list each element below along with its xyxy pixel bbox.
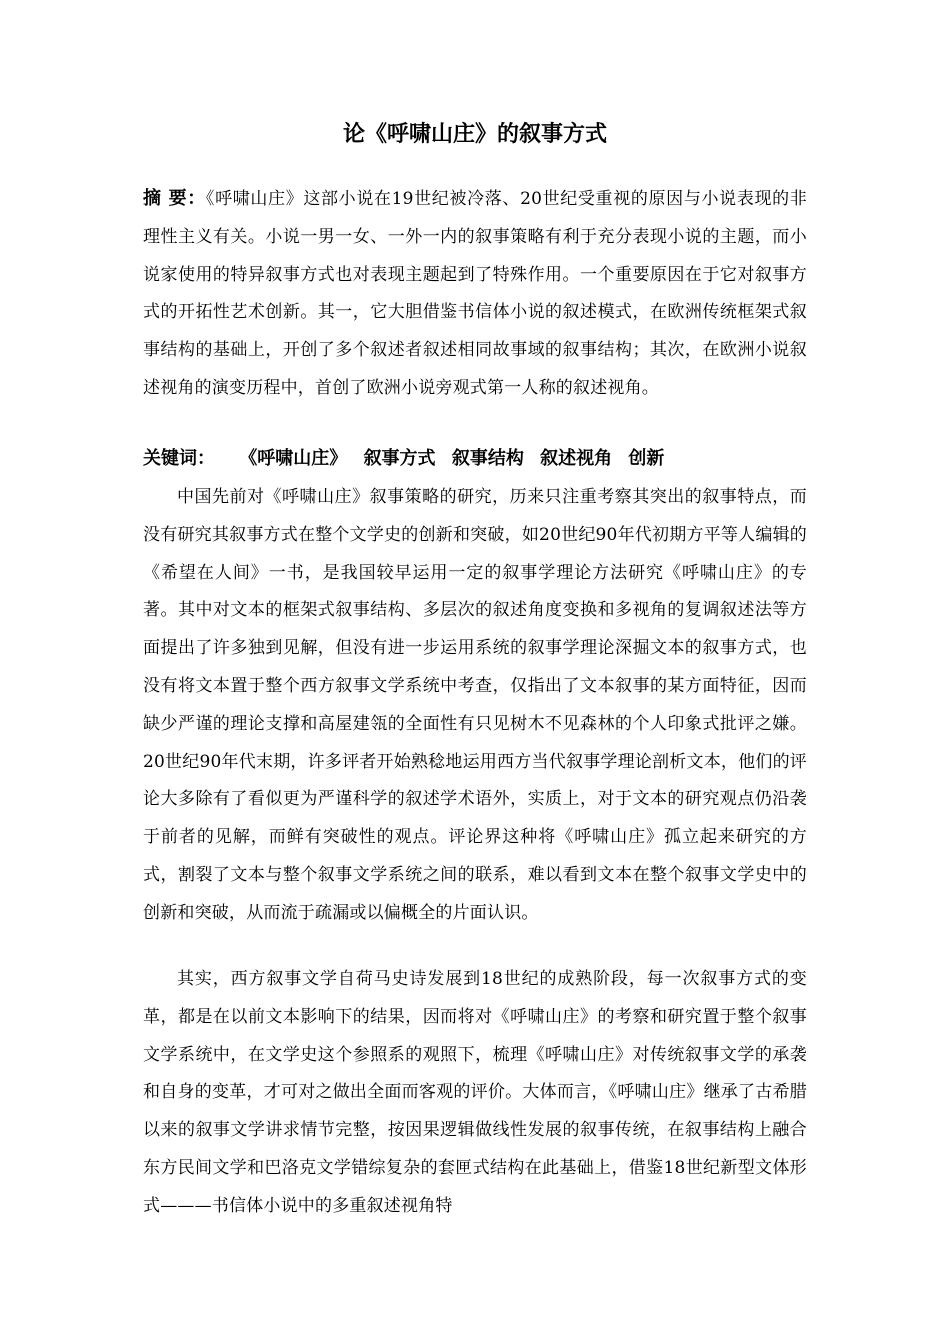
page-title: 论《呼啸山庄》的叙事方式 xyxy=(342,122,607,147)
abstract-label: 摘 要： xyxy=(143,188,206,209)
keyword-item: 《呼啸山庄》 xyxy=(239,448,348,469)
keyword-item: 叙事结构 xyxy=(451,448,524,469)
keyword-item: 叙述视角 xyxy=(540,448,613,469)
keywords xyxy=(143,440,843,478)
keywords-label: 关键词： xyxy=(143,448,215,469)
body-paragraph-1: 中国先前对《呼啸山庄》叙事策略的研究，历来只注重考察其突出的叙事特点，而没有研究其叙事方式在整个文学史的创新和突破，如20世纪90年代初期方平等人编辑的《希望在人间》一书，是我国较早运用一定的叙事学理论方法研究《呼啸山庄》的专著。其中对文本的框架式叙事结构、多层次的叙述角度变换和多视角的复调叙述法等方面提出了许多独到见解，但没有进一步运用系统的叙事学理论深掘文本的叙事方式，也没有将文本置于整个西方叙事文学系统中考查，仅指出了文本叙事的某方面特征，因而缺少严谨的理论支撑和高屋建瓴的全面性有只见树木不见森林的个人印象式批评之嫌。20世纪90年代末期，许多评者开始熟稔地运用西方当代叙事学理论剖析文本，他们的评论大多除有了看似更为严谨科学的叙述学术语外，实质上，对于文本的研究观点仍沿袭于前者的见解，而鲜有突破性的观点。评论界这种将《呼啸山庄》孤立起来研究的方式，割裂了文本与整个叙事文学系统之间的联系，难以看到文本在整个叙事文学史中的创新和突破，从而流于疏漏或以偏概全的片面认识。 xyxy=(143,487,807,923)
keyword-item: 叙事方式 xyxy=(363,448,436,469)
abstract-text: 《呼啸山庄》这部小说在19世纪被冷落、20世纪受重视的原因与小说表现的非理性主义有关。小说一男一女、一外一内的叙事策略有利于充分表现小说的主题，而小说家使用的特异叙事方式也对表现主题起到了特殊作用。一个重要原因在于它对叙事方式的开拓性艺术创新。其一，它大胆借鉴书信体小说的叙述模式，在欧洲传统框架式叙事结构的基础上，开创了多个叙述者叙述相同故事域的叙事结构；其次，在欧洲小说叙述视角的演变历程中，首创了欧洲小说旁观式第一人称的叙述视角。 xyxy=(143,189,807,398)
abstract xyxy=(143,180,807,408)
body-paragraph-2: 其实，西方叙事文学自荷马史诗发展到18世纪的成熟阶段，每一次叙事方式的变革，都是在以前文本影响下的结果，因而将对《呼啸山庄》的考察和研究置于整个叙事文学系统中，在文学史这个参照系的观照下，梳理《呼啸山庄》对传统叙事文学的承袭和自身的变革，才可对之做出全面而客观的评价。大体而言，《呼啸山庄》继承了古希腊以来的叙事文学讲求情节完整，按因果逻辑做线性发展的叙事传统，在叙事结构上融合东方民间文学和巴洛克文学错综复杂的套匣式结构在此基础上，借鉴18世纪新型文体形式———书信体小说中的多重叙述视角特 xyxy=(143,969,807,1216)
keyword-item: 创新 xyxy=(628,448,665,469)
